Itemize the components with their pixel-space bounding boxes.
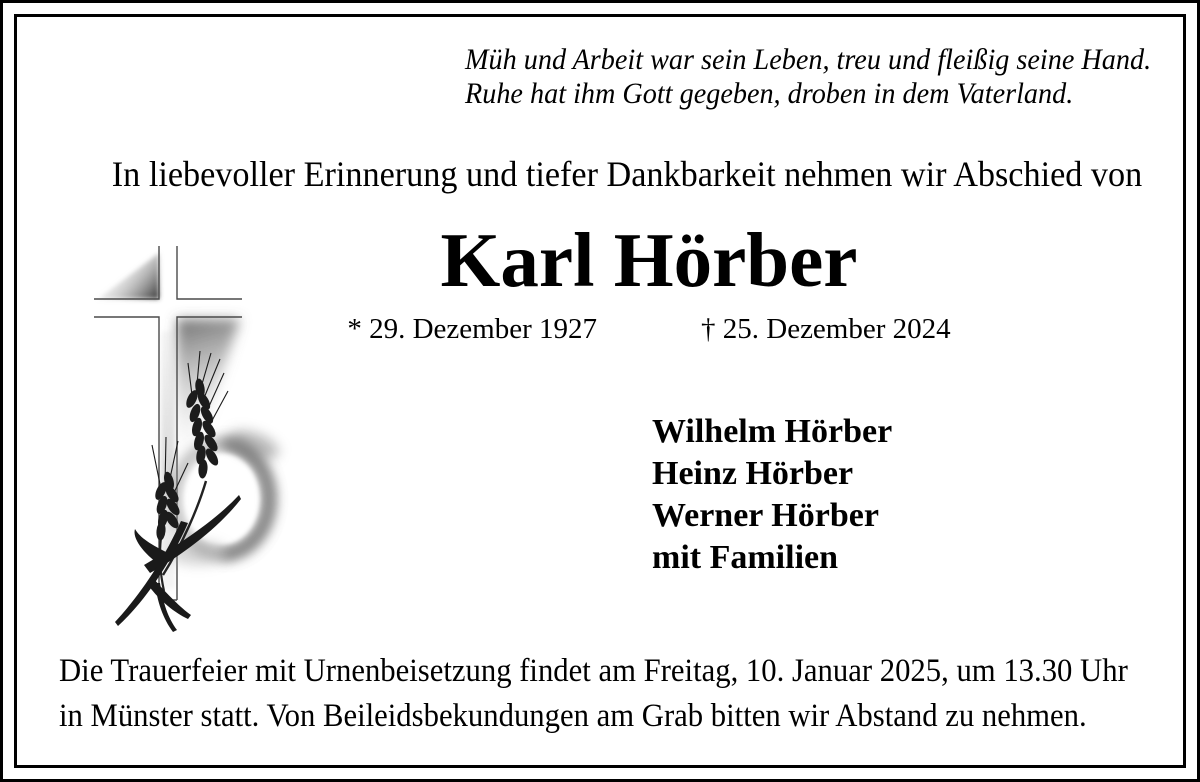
epigraph-line-1: Müh und Arbeit war sein Leben, treu und fleißig seine Hand. bbox=[465, 43, 1152, 76]
birth-date: * 29. Dezember 1927 bbox=[347, 313, 597, 345]
mourners-list bbox=[652, 411, 892, 579]
epigraph-line-2: Ruhe hat ihm Gott gegeben, droben in dem Vaterland. bbox=[465, 77, 1074, 110]
mourner-name: Heinz Hörber bbox=[652, 455, 854, 492]
mourner-name: Werner Hörber bbox=[652, 497, 879, 534]
cross-wheat-illustration bbox=[48, 223, 348, 635]
deceased-name: Karl Hörber bbox=[440, 217, 858, 303]
death-date: † 25. Dezember 2024 bbox=[701, 313, 951, 345]
intro-line: In liebevoller Erinnerung und tiefer Dankbarkeit nehmen wir Abschied von bbox=[111, 154, 1143, 194]
life-dates bbox=[347, 313, 950, 346]
funeral-info bbox=[59, 649, 1128, 739]
epigraph bbox=[465, 43, 1151, 111]
cross-shading-upper-left bbox=[98, 253, 159, 299]
mourner-name: mit Familien bbox=[652, 539, 839, 576]
funeral-line-1: Die Trauerfeier mit Urnenbeisetzung findet am Freitag, 10. Januar 2025, um 13.30 Uhr bbox=[59, 653, 1128, 689]
funeral-line-2: in Münster statt. Von Beileidsbekundungen am Grab bitten wir Abstand zu nehmen. bbox=[59, 698, 1087, 734]
mourner-name: Wilhelm Hörber bbox=[652, 413, 893, 450]
